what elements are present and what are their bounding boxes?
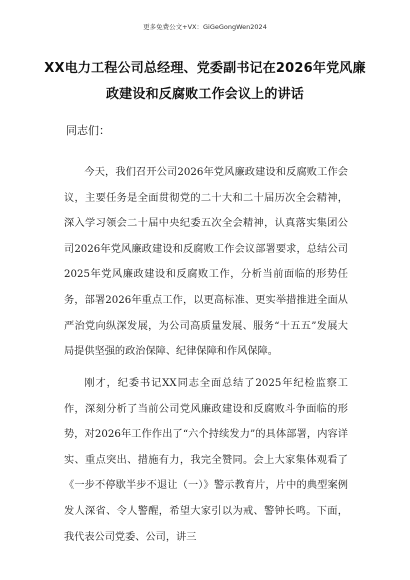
- paragraph: 今天，我们召开公司2026年党风廉政建设和反腐败工作会议，主要任务是全面贯彻党的二十大和二十届历次全会精神，深入学习领会二十届中央纪委五次全会精神，认真落实集团公司2026年党风廉政建设和反腐败工作会议部署要求，总结公司2025年党风廉政建设和反腐败工作，分析当前面临的形势任务，部署2026年重点工作，以更高标准、更实举措推进全面从严治党向纵深发展，为公司高质量发展、服务“十五五”发展大局提供坚强的政治保障、纪律保障和作风保障。: [64, 167, 348, 358]
- paragraph: 刚才，纪委书记XX同志全面总结了2025年纪检监察工作，深刻分析了当前公司党风廉政建设和反腐败斗争面临的形势，对2026年工作作出了“六个持续发力”的具体部署，内容详实、重点突出、措施有力，我完全赞同。会上大家集体观看了《一步不停歇半步不退让（一）》警示教育片，片中的典型案例发人深省、令人警醒，希望大家引以为戒、警钟长鸣。下面，我代表公司党委、公司，讲三: [64, 378, 348, 543]
- salutation: 同志们：: [66, 124, 110, 137]
- header-note: 更多免费公文+VX：GiGeGongWen2024: [143, 23, 267, 31]
- document-title: XX电力工程公司总经理、党委副书记在2026年党风廉政建设和反腐败工作会议上的讲话: [44, 61, 366, 102]
